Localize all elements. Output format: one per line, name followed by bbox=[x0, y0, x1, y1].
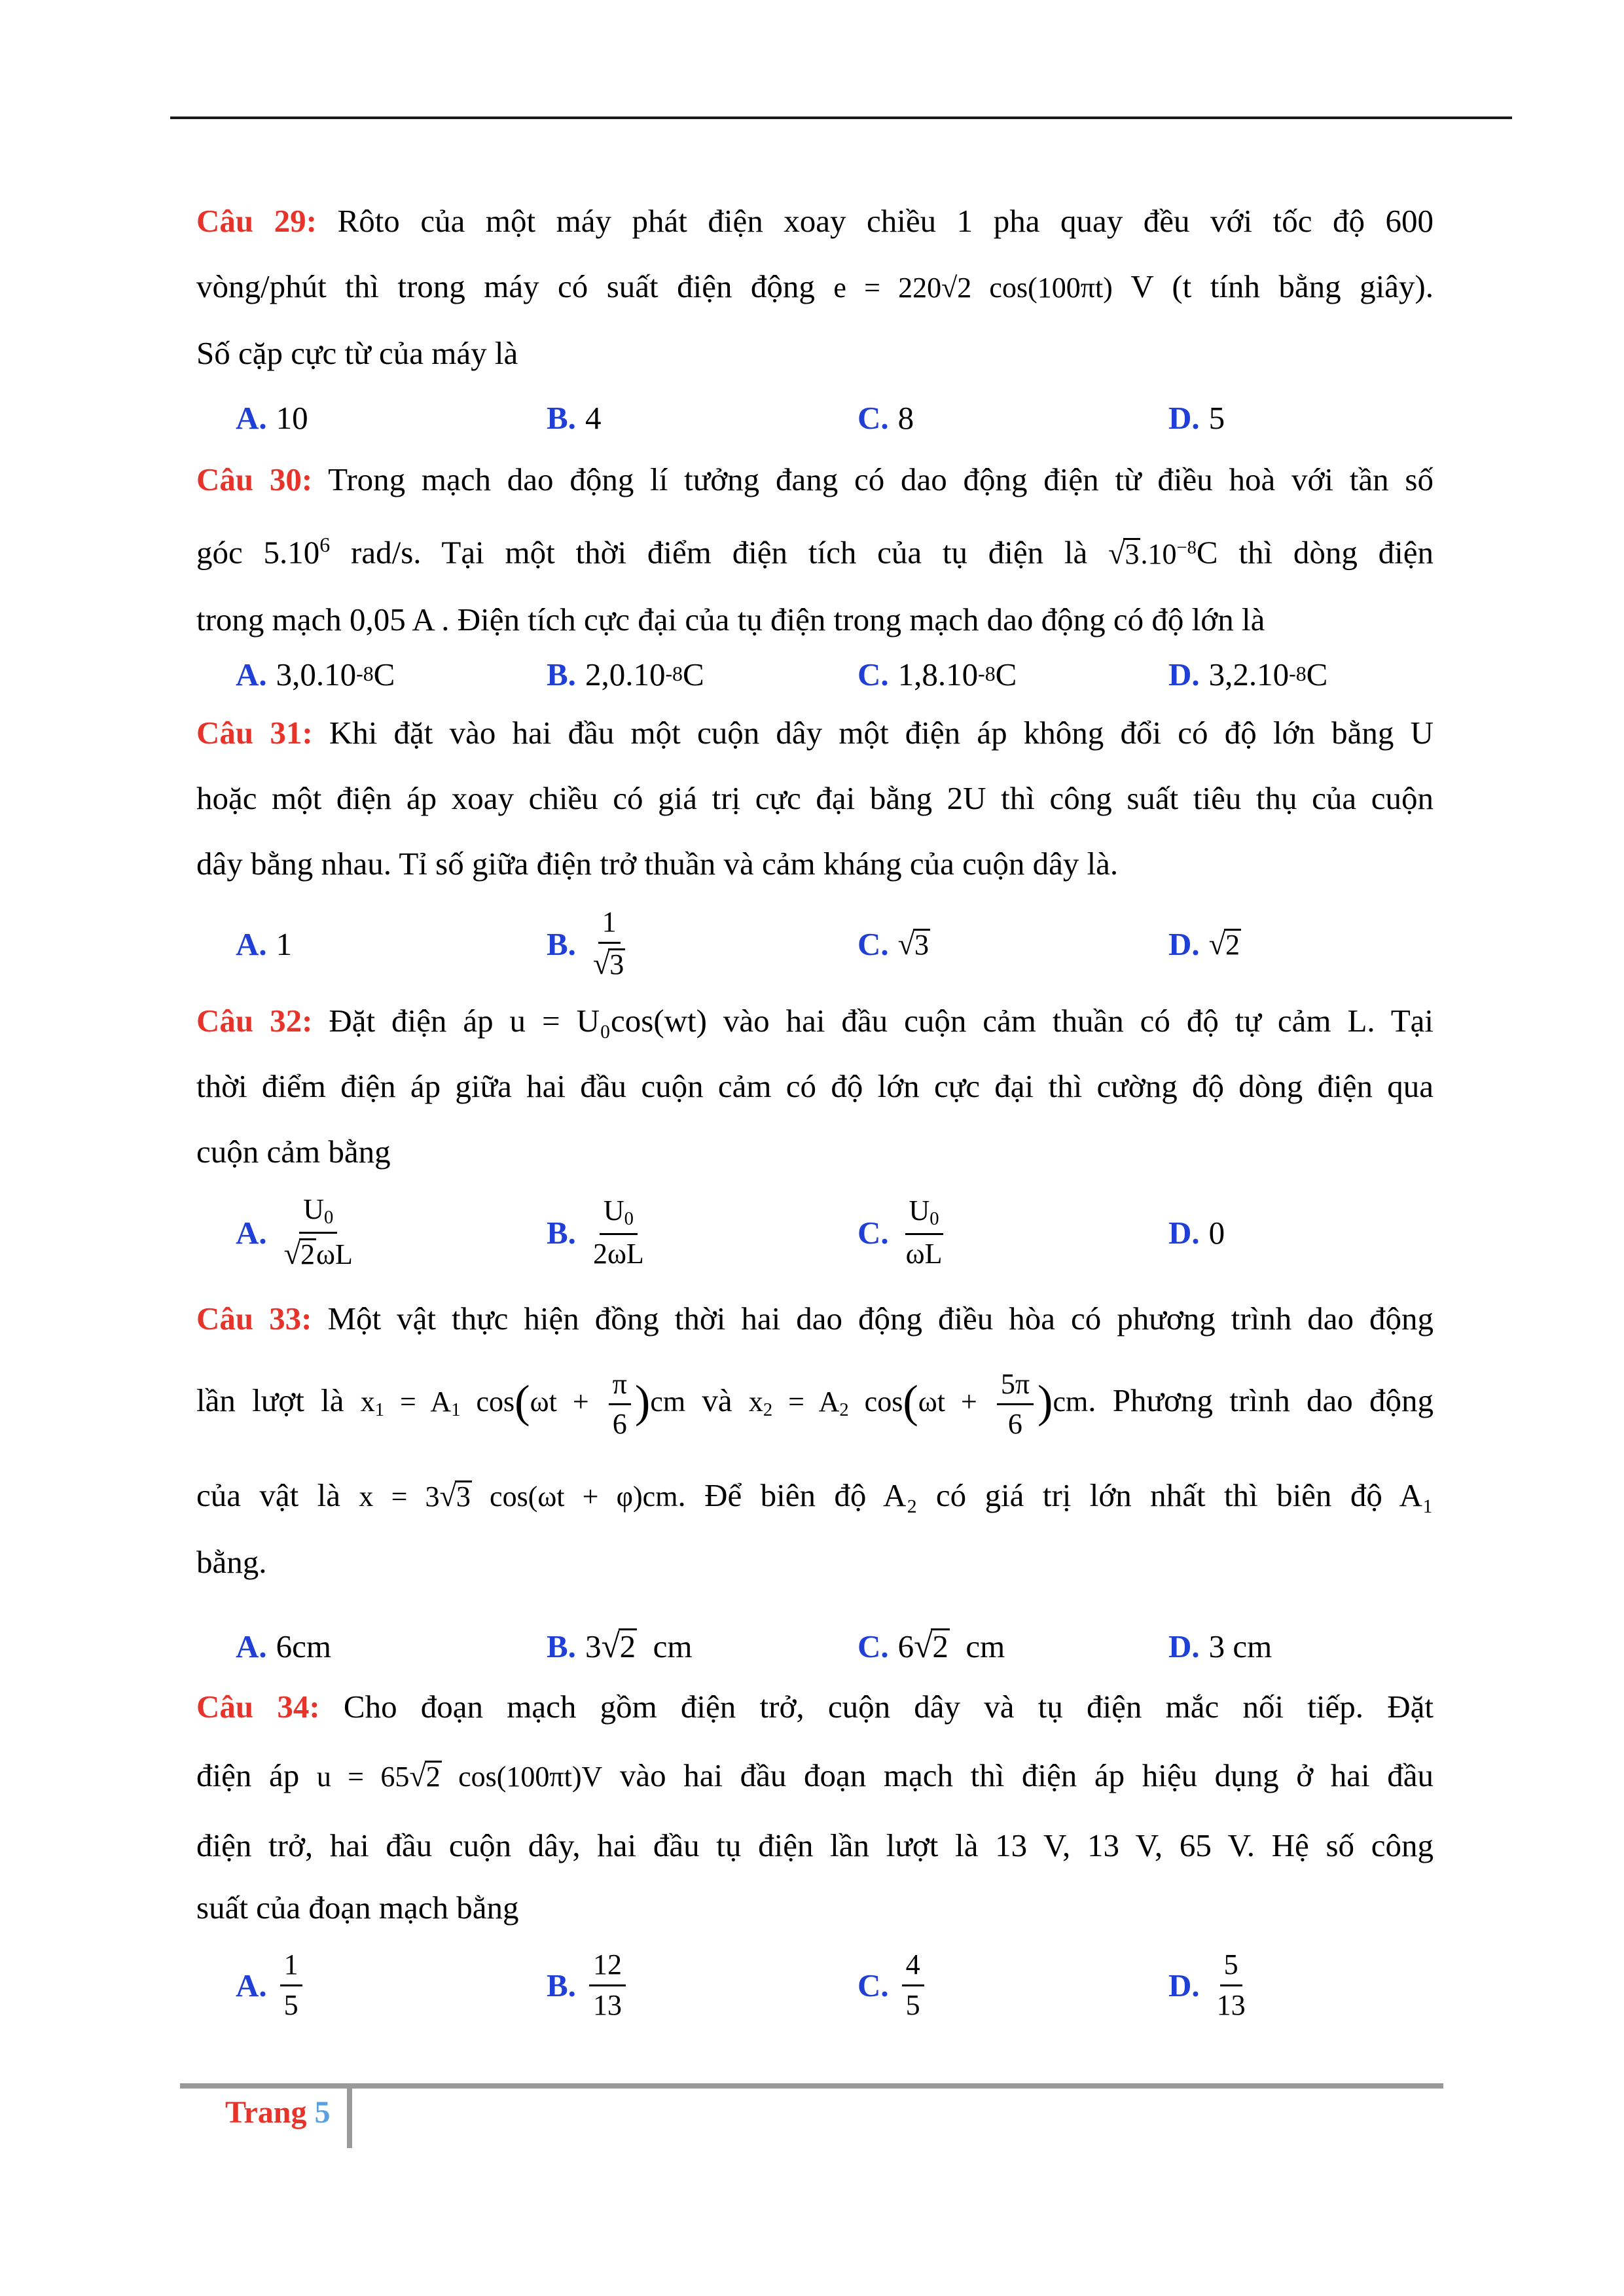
option-d[interactable]: D. $\frac{5}{13}$ bbox=[1168, 1948, 1246, 2021]
footer-divider bbox=[347, 2088, 352, 2148]
option-c[interactable]: C. $\frac{4}{5}$ bbox=[857, 1943, 928, 2028]
footer-rule bbox=[180, 2083, 1443, 2089]
option-a[interactable]: A. 6cm bbox=[236, 1628, 332, 1664]
option-c[interactable]: C. √3 bbox=[857, 925, 929, 962]
option-d[interactable]: D. 5 bbox=[1168, 399, 1225, 436]
option-a[interactable]: A. 1 bbox=[236, 925, 293, 962]
charge-value: $√3.10^{-8}$ bbox=[1108, 536, 1197, 570]
options-31 bbox=[236, 905, 1447, 983]
option-b[interactable]: B. $\frac{U_0}{2\omega L}$ bbox=[547, 1194, 644, 1270]
option-a[interactable]: A. 3,0.10 -8 C bbox=[236, 656, 395, 692]
options-32 bbox=[236, 1190, 1447, 1275]
option-d[interactable]: D. 0 bbox=[1168, 1214, 1225, 1251]
option-b[interactable]: B. 4 bbox=[547, 399, 602, 436]
option-a[interactable]: A. $\frac{U_0}{√2\omega L}$ bbox=[236, 1193, 353, 1271]
option-c[interactable]: C. $\frac{U_0}{\omega L}$ bbox=[857, 1194, 943, 1270]
option-d[interactable]: D. 3 cm bbox=[1168, 1628, 1272, 1664]
options-30 bbox=[236, 641, 1447, 707]
option-c[interactable]: C. 8 bbox=[857, 399, 914, 436]
equation-x2: $x_2 = A_2$ cos(ωt + $\frac{5\pi}{6}$ )cm bbox=[748, 1367, 1089, 1441]
option-b[interactable]: B. $\frac{1}{√3}$ bbox=[547, 905, 633, 983]
options-34 bbox=[236, 1943, 1447, 2028]
question-34: Câu 34: Cho đoạn mạch gồm điện trở, cuộn dây và tụ điện mắc nối tiếp. Đặt điện áp u = 65√2 cos(100πt)V vào hai đầu đoạn mạch thì điện áp hiệu dụng ở hai đầu điện trở, hai đầu cuộn dây, hai đầu tụ điện lần lượt là 13 V, 13 V, 65 V. Hệ số công suất của đoạn mạch bằng bbox=[196, 1689, 1434, 1926]
question-label: Câu 29: bbox=[196, 203, 317, 239]
options-33 bbox=[236, 1613, 1447, 1679]
option-b[interactable]: B. 3√2 cm bbox=[547, 1627, 693, 1665]
option-a[interactable]: A. 10 bbox=[236, 399, 308, 436]
question-30: Câu 30: Trong mạch dao động lí tưởng đang có dao động điện từ điều hoà với tần số góc 5.10$^6$ rad/s. Tại một thời điểm điện tích của tụ điện là $√3.10^{-8}C$ thì dòng điện trong mạch 0,05 A . Điện tích cực đại của tụ điện trong mạch dao động có độ lớn là bbox=[196, 461, 1434, 637]
question-31: Câu 31: Khi đặt vào hai đầu một cuộn dây một điện áp không đổi có độ lớn bằng U hoặc một điện áp xoay chiều có giá trị cực đại bằng 2U thì công suất tiêu thụ của cuộn dây bằng nhau. Tỉ số giữa điện trở thuần và cảm kháng của cuộn dây là. bbox=[196, 715, 1434, 882]
option-d[interactable]: D. √2 bbox=[1168, 925, 1240, 962]
question-29: Câu 29: Rôto của một máy phát điện xoay chiều 1 pha quay đều với tốc độ 600 vòng/phút thì trong máy có suất điện động e = 220√2 cos(100πt) V (t tính bằng giây). Số cặp cực từ của máy là bbox=[196, 203, 1434, 371]
question-32: Câu 32: Đặt điện áp u = U₀cos(wt) vào hai đầu cuộn cảm thuần có độ tự cảm L. Tại thời điểm điện áp giữa hai đầu cuộn cảm có độ lớn cực đại thì cường độ dòng điện qua cuộn cảm bằng bbox=[196, 1003, 1434, 1170]
question-33: Câu 33: Một vật thực hiện đồng thời hai dao động điều hòa có phương trình dao động lần lượt là $x_1 = A_1$ cos(ωt + $\frac{\pi}{6}$ )cm và $x_2 = A_2$ cos(ωt + $\frac{5\pi}{6}$ )cm. Phương trình dao động của vật là x = 3√3 cos(ωt + φ)cm. Để biên độ A₂ có giá trị lớn nhất thì biên độ A₁ bằng. bbox=[196, 1300, 1434, 1581]
option-a[interactable]: A. $\frac{1}{5}$ bbox=[236, 1943, 306, 2028]
emf-equation: e = 220√2 cos(100πt) bbox=[833, 272, 1113, 304]
options-29 bbox=[236, 385, 1447, 450]
option-d[interactable]: D. 3,2.10 -8 C bbox=[1168, 656, 1328, 692]
option-c[interactable]: C. 1,8.10 -8 C bbox=[857, 656, 1017, 692]
option-c[interactable]: C. 6√2 cm bbox=[857, 1627, 1005, 1665]
equation-u: u = 65√2 cos(100πt)V bbox=[316, 1759, 603, 1793]
header-rule bbox=[170, 117, 1512, 119]
option-b[interactable]: B. 2,0.10 -8 C bbox=[547, 656, 704, 692]
fraction-1-over-sqrt3: $\frac{1}{√3}$ bbox=[592, 906, 624, 980]
equation-x: x = 3√3 cos(ωt + φ)cm bbox=[359, 1479, 678, 1513]
option-b[interactable]: B. $\frac{12}{13}$ bbox=[547, 1943, 630, 2028]
page-number: Trang 5 bbox=[225, 2095, 331, 2130]
equation-x1: $x_1 = A_1$ cos(ωt + $\frac{\pi}{6}$ )cm bbox=[360, 1367, 686, 1441]
